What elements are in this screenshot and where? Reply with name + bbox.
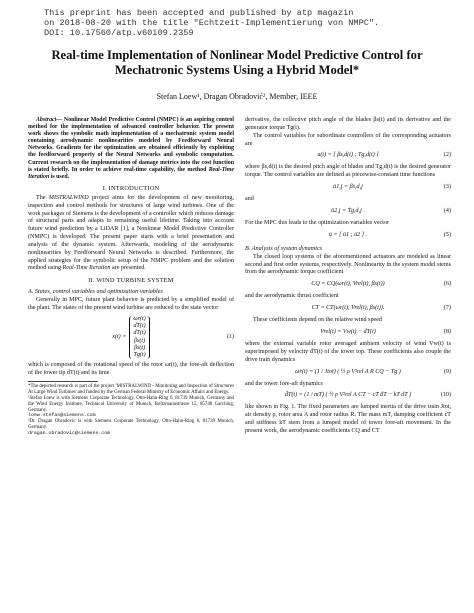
state-entry: Tg(t) <box>133 351 146 358</box>
footnote-author-2: ²Dr. Dragan Obradovic is with Siemens Corporate Technology, Otto-Hahn-Ring 6, 81739 Munich, Germany. <box>28 419 234 431</box>
state-entry: dT(t) <box>133 323 146 330</box>
equation-number: (1) <box>226 333 234 340</box>
equation-number: (5) <box>443 231 451 238</box>
abstract <box>28 117 234 181</box>
preprint-doi: DOI: 10.17560/atp.v60i09.2359 <box>44 28 194 39</box>
eq4-expression: ū2,j = Ṫg,d,j . <box>331 207 365 214</box>
eq10-expression: d̈T(t) = (1 / mT) ( ½ ρ V²rel A CT − cT ḋT − kT dT ) <box>284 392 412 399</box>
equation-number: (7) <box>443 305 451 312</box>
equation-10 <box>245 391 451 401</box>
eq5-expression: ū = [ ū1 ; ū2 ] . <box>328 231 368 238</box>
subsection-heading-dynamics: B. Analysis of system dynamics <box>245 244 323 252</box>
dynamics-paragraph: The closed loop systems of the aforementioned actuators are modeled as linear second and first order systems, respectively. Nonlinearity in the system model stems from the aerodynamic torque coefficient <box>245 253 451 276</box>
tower-dynamics-text: and the tower fore-aft dynamics <box>245 380 323 387</box>
eq2-expression: u(t) = [ βs,d(t) ; Tg,d(t) ] <box>317 152 379 159</box>
preprint-notice <box>44 8 444 39</box>
wind-speed-paragraph: where the external variable rotor averaged ambient velocity of wind Vw(t) is superimposed by velocity ḋT(t) of the tower top. These coefficients also couple the drive train dynamics <box>245 340 451 363</box>
equation-number: (10) <box>440 392 451 399</box>
equation-2 <box>245 151 451 161</box>
equation-number: (9) <box>443 368 451 375</box>
state-entry: βs(t) <box>133 337 146 344</box>
eq8-expression: Vrel(t) = Vw(t) − ḋT(t) <box>320 329 376 336</box>
footnote-author-1: ¹Stefan Loew is with Siemens Corporate Technology, Otto-Hahn-Ring 6, 81739 Munich, Germany and the Wind Energy Institute, Technical University of Munich, Boltzmannstrasse 15, 85748 Garching, Germany. <box>28 395 234 413</box>
equation-9 <box>245 368 451 378</box>
footnote-divider <box>28 381 98 382</box>
state-vector <box>129 316 149 359</box>
preprint-line-1: This preprint has been accepted and published by atp magazin <box>44 8 354 18</box>
title-line-2: Mechatronic Systems Using a Hybrid Model* <box>114 63 360 77</box>
abstract-end: is used. <box>49 173 70 180</box>
equation-6 <box>245 280 451 290</box>
method-name: Real-Time Iteration <box>62 265 111 272</box>
equation-8 <box>245 328 451 338</box>
title-line-1: Real-time Implementation of Nonlinear Model Predictive Control for <box>51 48 423 62</box>
abstract-label: Abstract— <box>36 117 63 123</box>
equation-number: (4) <box>443 207 451 214</box>
intro-paragraph <box>28 195 234 273</box>
intro-text-end: are presented. <box>110 265 146 272</box>
author-1-email: loew.stefan@siemens.com <box>28 413 96 419</box>
state-entry: β̇s(t) <box>133 344 146 351</box>
footnote-funding: *The depicted research is part of the project 'MISTRALWIND - Monitoring and Inspection of Structures At Large Wind Turbines' and funded by the German Federal Ministry of Economic Affairs and Energy. <box>28 383 234 395</box>
equation-1 <box>28 316 234 359</box>
desired-values-paragraph: where βs,d(t) is the desired pitch angle of blades and Tg,d(t) is the desired generator torque. The control variables are defined as piecewise-constant time functions <box>245 164 451 179</box>
thrust-text: and the aerodynamic thrust coefficient <box>245 293 339 300</box>
equation-3 <box>245 183 451 193</box>
subsection-heading-states: A. States, control variables and optimization variables <box>28 288 163 296</box>
eq9-expression: ω̇r(t) = (1 / Jtot) ( ½ ρ V²rel A R CQ − Tg ) <box>295 368 401 375</box>
section-heading-wind-turbine: II. WIND TURBINE SYSTEM <box>88 277 174 285</box>
states-description: which is composed of the rotational speed of the rotor ωr(t), the fore-aft deflection of the tower tip dT(t) and its time <box>28 362 234 377</box>
equation-4 <box>245 207 451 217</box>
left-column <box>28 113 234 437</box>
equation-number: (3) <box>443 184 451 191</box>
control-variables-paragraph: The control variables for subordinate controllers of the corresponding actuators are <box>245 132 451 147</box>
preprint-line-2: on 2018-08-20 with the title "Echtzeit-Implementierung von NMPC". <box>44 18 380 29</box>
author-list: Stefan Loew¹, Dragan Obradović², Member, IEEE <box>156 92 318 101</box>
abstract-emph: Real-Time Iteration <box>28 166 234 180</box>
relative-wind-text: These coefficients depend on the relative wind speed <box>253 317 382 324</box>
intro-text-body: project aims for the development of new monitoring, inspection and control methods for structures of large wind turbines. One of the work packages of Siemens is the development of a controller which reduces damage of structural parts and adapts to remaining useful lifetime. Taking into account future wind prediction by a LiDAR [1], a Nonlinear Model Predictive Controller (NMPC) is developed. The present paper starts with a brief presentation and analysis of the dynamic system. Afterwards, modeling of the aerodynamic nonlinearities by Feedforward Neural Networks is described. Furthermore, the applied strategies for the symbolic setup of the NMPC problem and the solution method using <box>28 194 235 272</box>
equation-7 <box>245 304 451 314</box>
parameters-paragraph: like shown in Fig. 1. The fixed parameters are lumped inertia of the drive train Jtot, air density ρ, rotor area A and rotor radius R. The mass mT, damping coefficient cT and stiffness kT stem from a lumped model of tower fore-aft movement. In the present work, the aerodynamic coefficients CQ and CT <box>245 404 451 434</box>
intro-text-start: The <box>36 194 49 201</box>
state-entry: ωr(t) <box>133 315 146 322</box>
derivative-paragraph: derivative, the collective pitch angle of the blades βs(t) and its derivative and the generator torque Tg(t). <box>245 117 451 131</box>
right-column <box>245 113 451 436</box>
equation-number: (2) <box>443 152 451 159</box>
and-text: and <box>245 196 254 203</box>
equation-5 <box>245 231 451 241</box>
abstract-text: Nonlinear Model Predictive Control (NMPC) is an aspiring control method for the implementation of advanced controller behavior. The present work shows the symbolic math implementation of a mechatronic system model containing aerodynamic nonlinearities modeled by Feedforward Neural Networks. Gradients for the optimization are obtained efficiently by exploiting the feedforward property of the Neural Networks and symbolic computation. Current research on the implementation of damage metrics into the cost function is stated briefly. In order to achieve real-time capability, the method <box>28 117 234 173</box>
paper-title <box>20 48 454 78</box>
eq6-expression: CQ = CQ(ωr(t), Vrel(t), βs(t)) <box>311 281 385 288</box>
equation-number: (6) <box>443 281 451 288</box>
section-heading-introduction: I. INTRODUCTION <box>102 184 160 192</box>
eq1-lhs: x(t) = <box>112 333 127 340</box>
equation-number: (8) <box>443 329 451 336</box>
state-entry: ḋT(t) <box>133 330 146 337</box>
optimization-vector-text: For the MPC this leads to the optimization variables vector <box>245 219 390 226</box>
states-paragraph: Generally in MPC, future plant behavior is predicted by a simplified model of the plant. The states of the present wind turbine are reduced to the state vector <box>28 297 234 312</box>
project-name: MISTRALWIND <box>48 194 89 201</box>
author-2-email: dragan.obradovic@siemens.com <box>28 431 111 437</box>
eq3-expression: ū1,j = β̇s,d,j <box>333 184 363 191</box>
eq7-expression: CT = CT(ωr(t), Vrel(t), βs(t)). <box>311 305 385 312</box>
